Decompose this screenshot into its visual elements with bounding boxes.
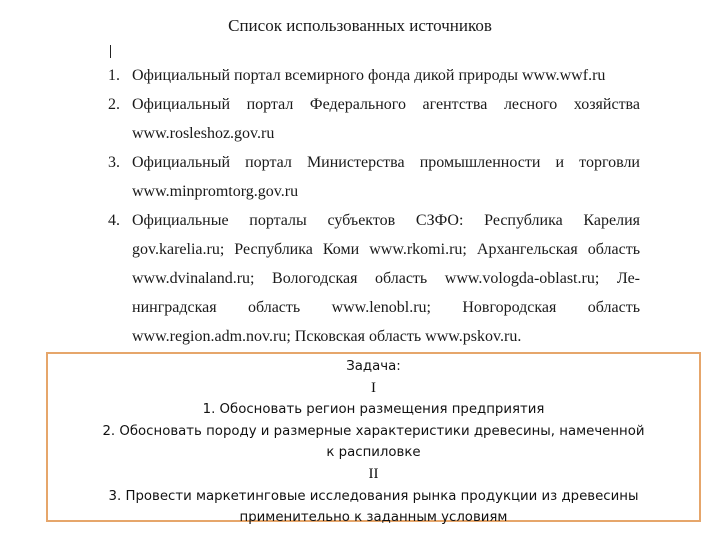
list-item-number: 1. bbox=[108, 67, 120, 84]
list-item-line: Официальные порталы субъектов СЗФО: Республика Карелия bbox=[132, 212, 640, 229]
task-item-3-line-2: применительно к заданным условиям bbox=[239, 510, 508, 526]
task-item-2-line-2: к распиловке bbox=[326, 445, 421, 461]
list-item bbox=[108, 90, 640, 148]
list-item bbox=[108, 206, 640, 351]
list-item-line: Официальный портал Министерства промышленности и торговли bbox=[132, 154, 640, 171]
task-section-2: II bbox=[368, 465, 379, 482]
task-heading: Задача: bbox=[346, 359, 401, 374]
task-box bbox=[46, 352, 701, 526]
list-item-line: gov.karelia.ru; Республика Коми www.rkomi.ru; Архангельская область bbox=[132, 241, 640, 258]
sources-list bbox=[108, 61, 640, 351]
list-item-line: Официальный портал Федерального агентства лесного хозяйства bbox=[132, 96, 640, 113]
list-item bbox=[108, 61, 640, 90]
list-item-line: нинградская область www.lenobl.ru; Новгородская область bbox=[132, 299, 640, 316]
page-title: Список использованных источников bbox=[228, 16, 492, 34]
list-item-line: www.minpromtorg.gov.ru bbox=[132, 183, 299, 200]
text-cursor bbox=[110, 45, 111, 58]
list-item-line: www.dvinaland.ru; Вологодская область www.vologda-oblast.ru; Ле- bbox=[132, 270, 640, 287]
list-item bbox=[108, 148, 640, 206]
list-item-line: Официальный портал всемирного фонда дикой природы www.wwf.ru bbox=[132, 67, 606, 84]
list-item-line: www.region.adm.nov.ru; Псковская область www.pskov.ru. bbox=[132, 328, 522, 345]
task-section-1: I bbox=[371, 379, 376, 396]
list-item-number: 2. bbox=[108, 96, 120, 113]
list-item-number: 3. bbox=[108, 154, 120, 171]
list-item-number: 4. bbox=[108, 212, 120, 229]
list-item-line: www.rosleshoz.gov.ru bbox=[132, 125, 275, 142]
task-item-2-line-1: 2. Обосновать породу и размерные характеристики древесины, намеченной bbox=[102, 423, 645, 439]
task-item-1: 1. Обосновать регион размещения предприятия bbox=[202, 402, 545, 418]
task-item-3-line-1: 3. Провести маркетинговые исследования рынка продукции из древесины bbox=[108, 488, 639, 504]
